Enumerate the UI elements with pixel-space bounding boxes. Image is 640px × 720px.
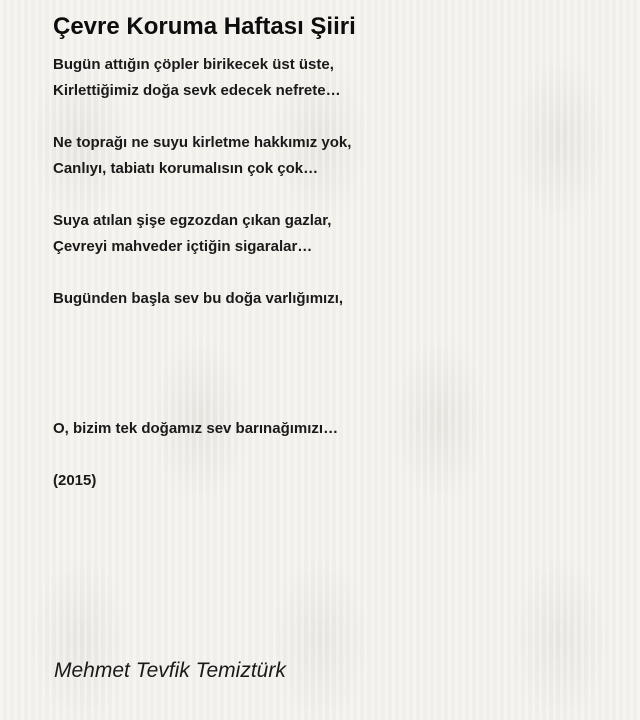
poem-line: Canlıyı, tabiatı korumalısın çok çok…: [53, 160, 319, 177]
poem-line: Çevreyi mahveder içtiğin sigaralar…: [53, 238, 313, 255]
stanza-break: [53, 442, 613, 468]
poem-body: [53, 52, 613, 494]
poem-line: Suya atılan şişe egzozdan çıkan gazlar,: [53, 212, 332, 229]
poem-line: Kirlettiğimiz doğa sevk edecek nefrete…: [53, 82, 341, 99]
stanza-break: [53, 390, 613, 416]
poem-line: Bugünden başla sev bu doğa varlığımızı,: [53, 290, 344, 307]
stanza-break: [53, 104, 613, 130]
stanza-break: [53, 182, 613, 208]
poem-line: Bugün attığın çöpler birikecek üst üste,: [53, 56, 334, 73]
poem-year: (2015): [53, 472, 97, 489]
poem-title: Çevre Koruma Haftası Şiiri: [53, 13, 356, 40]
stanza-break: [53, 338, 613, 364]
poem-author: Mehmet Tevfik Temiztürk: [54, 659, 286, 682]
stanza-break: [53, 260, 613, 286]
stanza-break: [53, 312, 613, 338]
poem-line: Ne toprağı ne suyu kirletme hakkımız yok,: [53, 134, 352, 151]
poem-line: O, bizim tek doğamız sev barınağımızı…: [53, 420, 339, 437]
stanza-break: [53, 364, 613, 390]
